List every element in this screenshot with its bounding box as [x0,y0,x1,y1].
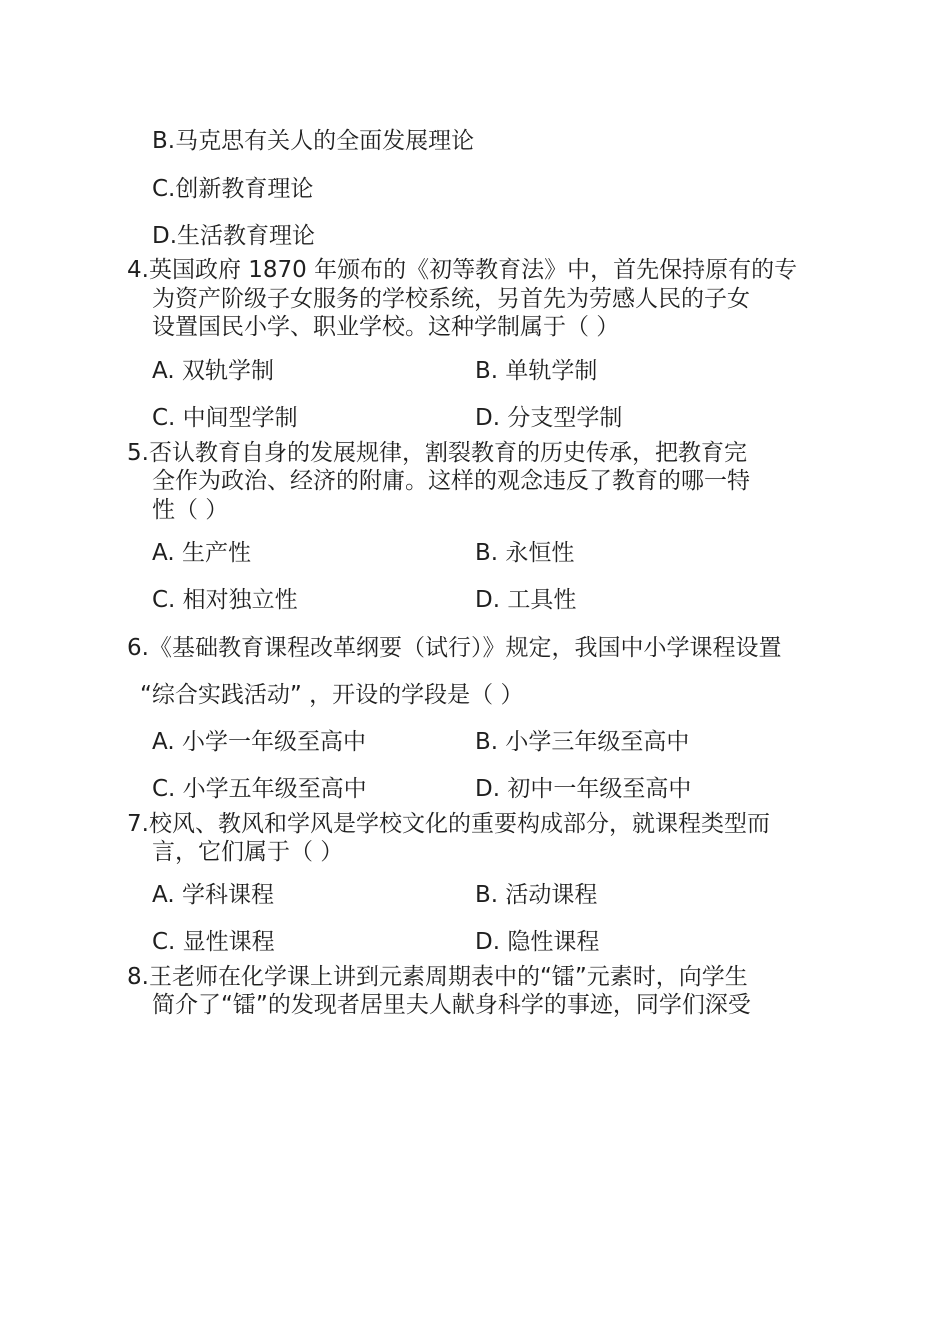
q8-stem-line-1: 8.王老师在化学课上讲到元素周期表中的“镭”元素时，向学生 [127,964,748,990]
q3-option-c: C.创新教育理论 [152,176,314,202]
q3-option-d: D.生活教育理论 [152,223,316,249]
q5-stem-line-1: 5.否认教育自身的发展规律，割裂教育的历史传承，把教育完 [127,440,747,466]
q7-stem-line-1: 7.校风、教风和学风是学校文化的重要构成部分，就课程类型而 [127,811,770,837]
q4-stem-line-1: 4.英国政府 1870 年颁布的《初等教育法》中，首先保持原有的专 [127,257,798,283]
q6-option-b: B. 小学三年级至高中 [475,729,690,755]
q6-stem-line-2: “综合实践活动” ，开设的学段是（ ） [140,682,524,708]
q6-option-c: C. 小学五年级至高中 [152,776,367,802]
q4-option-b: B. 单轨学制 [475,358,598,384]
q7-option-b: B. 活动课程 [475,882,598,908]
q8-stem-line-2: 简介了“镭”的发现者居里夫人献身科学的事迹，同学们深受 [152,992,751,1018]
q5-option-b: B. 永恒性 [475,540,575,566]
q7-stem-line-2: 言，它们属于（ ） [152,839,344,865]
q5-option-a: A. 生产性 [152,540,251,566]
q6-option-d: D. 初中一年级至高中 [475,776,692,802]
q4-option-d: D. 分支型学制 [475,405,623,431]
q7-option-d: D. 隐性课程 [475,929,600,955]
q6-option-a: A. 小学一年级至高中 [152,729,366,755]
q4-stem-line-3: 设置国民小学、职业学校。这种学制属于（ ） [152,314,620,340]
q7-option-a: A. 学科课程 [152,882,274,908]
q5-stem-line-2: 全作为政治、经济的附庸。这样的观念违反了教育的哪一特 [152,468,750,494]
q3-option-b: B.马克思有关人的全面发展理论 [152,128,475,154]
q4-option-a: A. 双轨学制 [152,358,274,384]
q4-stem-line-2: 为资产阶级子女服务的学校系统，另首先为劳感人民的子女 [152,286,750,312]
q5-option-c: C. 相对独立性 [152,587,298,613]
q5-stem-line-3: 性（ ） [152,497,229,523]
q7-option-c: C. 显性课程 [152,929,275,955]
q5-option-d: D. 工具性 [475,587,577,613]
q4-option-c: C. 中间型学制 [152,405,298,431]
q6-stem-line-1: 6.《基础教育课程改革纲要（试行）》规定，我国中小学课程设置 [127,635,782,661]
